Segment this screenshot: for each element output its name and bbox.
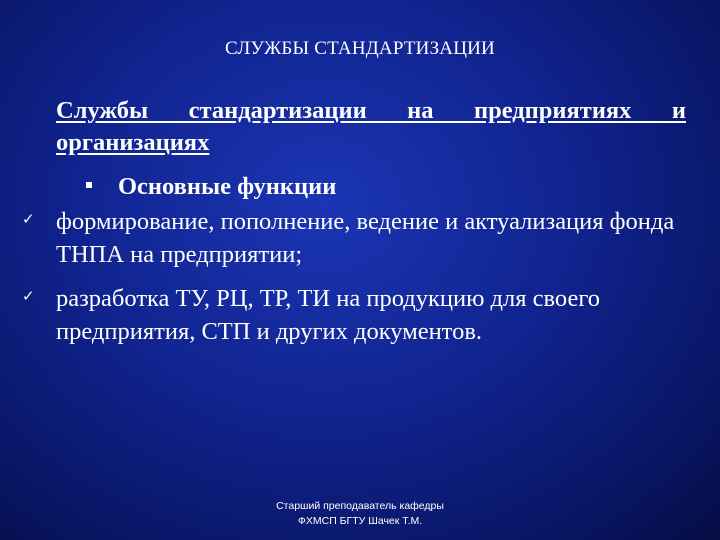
list-item: формирование, пополнение, ведение и актуализация фонда ТНПА на предприятии;: [56, 208, 675, 268]
footer-credit: [0, 499, 720, 529]
subheading-text: Основные функции: [118, 173, 337, 200]
slide-title: СЛУЖБЫ СТАНДАРТИЗАЦИИ: [225, 38, 495, 59]
checkmark-icon: ✓: [22, 210, 35, 228]
section-heading: [56, 95, 686, 159]
square-bullet-icon: [86, 182, 92, 188]
checkmark-icon: ✓: [22, 287, 35, 305]
list-item: разработка ТУ, РЦ, ТР, ТИ на продукцию для своего предприятия, СТП и других документов.: [56, 285, 601, 345]
footer-line: Старший преподаватель кафедры: [276, 500, 444, 512]
subheading: [56, 172, 336, 202]
section-heading-text: Службы стандартизации на предприятиях и организациях: [56, 97, 686, 156]
footer-line: ФХМСП БГТУ Шачек Т.М.: [297, 515, 423, 527]
